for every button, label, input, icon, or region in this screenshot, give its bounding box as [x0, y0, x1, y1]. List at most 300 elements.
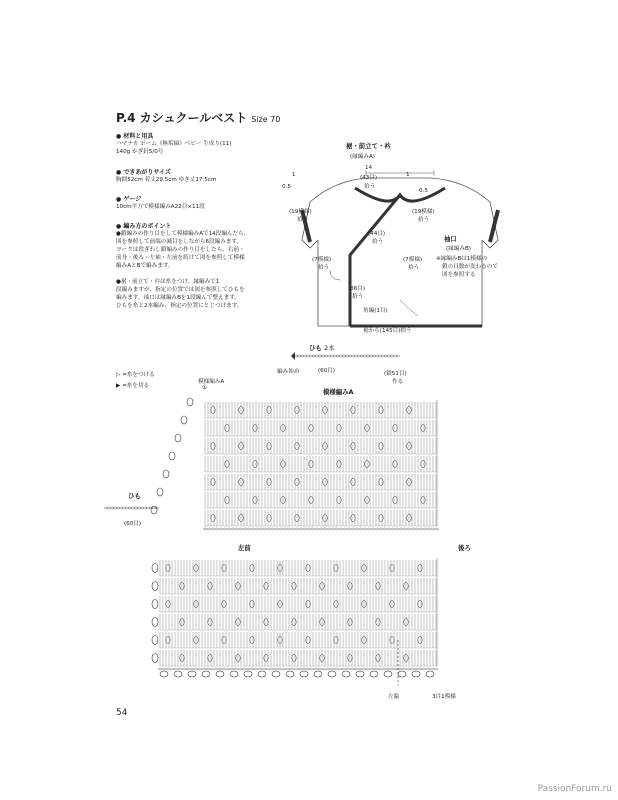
tie-start-label: 編み始め [277, 369, 300, 375]
chain-stitch [307, 528, 310, 530]
chain-stitch [310, 668, 313, 670]
chain-stitch [190, 668, 193, 670]
points-line: ヨークは段ぎわし鎖編みの作り目をしたら、右前・ [116, 247, 245, 253]
hem-pickup-label: 裾から(145目)拾う [363, 328, 412, 334]
chain-stitch [246, 668, 249, 670]
tie-chain-stitch [322, 355, 325, 357]
motif [292, 654, 296, 661]
edge-scallop [152, 582, 158, 591]
side-seam-label: 左脇 [388, 694, 400, 700]
motif [211, 514, 215, 521]
chain-stitch [434, 668, 437, 670]
tie-chain-count: (60目) [318, 368, 336, 374]
tie-chain-stitch [358, 355, 361, 357]
motif [351, 514, 355, 521]
pick-up-label: 拾う [364, 184, 376, 190]
motif [348, 618, 352, 625]
hem-scallop [216, 671, 224, 677]
tie-chain-stitch [129, 507, 132, 509]
chain-stitch [250, 668, 253, 670]
motif [250, 564, 254, 571]
motif [348, 582, 352, 589]
chain-stitch [431, 528, 434, 530]
tie-title: ひも 2本 [309, 344, 335, 352]
edge-scallop [157, 488, 163, 496]
motif [253, 424, 257, 431]
chain-stitch [270, 668, 273, 670]
motif [253, 496, 257, 503]
chain-stitch [343, 528, 346, 530]
chain-stitch [387, 528, 390, 530]
edge-scallop [175, 434, 181, 442]
motif [267, 514, 271, 521]
motif [253, 460, 257, 467]
motif [390, 636, 394, 643]
motif [376, 654, 380, 661]
motif [166, 636, 170, 643]
chain-stitch [259, 528, 262, 530]
dim-0-5-right: 0.5 [419, 188, 428, 194]
chain-stitch [334, 668, 337, 670]
cuff-title: 袖口 [444, 235, 457, 243]
motif [348, 654, 352, 661]
chain-stitch [242, 668, 245, 670]
chain-stitch [282, 668, 285, 670]
motif [267, 478, 271, 485]
tie-chain-stitch [379, 355, 382, 357]
tie-chain-stitch [114, 507, 117, 509]
motif [295, 478, 299, 485]
chain-stitch [358, 668, 361, 670]
chain-stitch [403, 528, 406, 530]
chain-stitch [430, 668, 433, 670]
chain-stitch [331, 528, 334, 530]
hem-scallop [328, 671, 336, 677]
edging-title: 裾・前立て・衿 [346, 142, 391, 150]
tie-left-count: (60目) [124, 521, 142, 527]
chain-stitch [279, 528, 282, 530]
pick-up-label: 拾う [372, 239, 384, 245]
motif [208, 654, 212, 661]
tie-chain-stitch [361, 355, 364, 357]
edge-scallop [169, 452, 175, 460]
motif [292, 582, 296, 589]
chain-stitch [255, 528, 258, 530]
chain-stitch [202, 668, 205, 670]
chain-stitch [234, 668, 237, 670]
gauge-heading: ● ゲージ [116, 196, 142, 203]
hem-scallop [258, 671, 266, 677]
chain-stitch [258, 668, 261, 670]
edge-scallop [152, 654, 158, 663]
edge-scallop [152, 618, 158, 627]
pattern-title: P.4 カシュクールベスト [116, 111, 248, 125]
motif [376, 582, 380, 589]
motif [292, 618, 296, 625]
motif [295, 442, 299, 449]
motif [211, 478, 215, 485]
motif [267, 406, 271, 413]
chain-stitch [435, 528, 438, 530]
chain-stitch [174, 668, 177, 670]
hem-scallop [426, 671, 434, 677]
motif [222, 564, 226, 571]
tie-chain-stitch [313, 355, 316, 357]
hem-scallop [384, 671, 392, 677]
chain-stitch [295, 528, 298, 530]
chain-stitch [235, 528, 238, 530]
chain-stitch [339, 528, 342, 530]
chain-stitch [407, 528, 410, 530]
chain-stitch [238, 668, 241, 670]
chain-stitch [311, 528, 314, 530]
motif [306, 564, 310, 571]
body-outline [318, 240, 482, 326]
points-line: ●裾・前立て・衿は糸をつけ、縁編みで1 [116, 279, 220, 285]
page-title [116, 109, 280, 126]
tie-chain-stitch [367, 355, 370, 357]
page-number: 54 [116, 708, 128, 718]
back-label: 後ろ [458, 544, 471, 552]
motif [337, 460, 341, 467]
hem-scallop [230, 671, 238, 677]
tie-chain-stitch [397, 355, 400, 357]
watermark: PassionForum.ru [537, 784, 612, 794]
tie-chain-stitch [307, 355, 310, 357]
chain-stitch [198, 668, 201, 670]
motif [379, 514, 383, 521]
chain-stitch [399, 528, 402, 530]
chain-stitch [299, 528, 302, 530]
motif [225, 424, 229, 431]
tie-chain-stitch [388, 355, 391, 357]
chain-stitch [382, 668, 385, 670]
chain-stitch [298, 668, 301, 670]
chain-stitch [211, 528, 214, 530]
chain-stitch [323, 528, 326, 530]
finished-size-heading: ● できあがりサイズ [116, 169, 171, 176]
chain-stitch [215, 528, 218, 530]
motif [421, 496, 425, 503]
chain-stitch [278, 668, 281, 670]
legend-cut: ▶ =糸を切る [116, 383, 150, 389]
tie-chain-stitch [346, 355, 349, 357]
tie-chain-stitch [144, 507, 147, 509]
points-line: 段編みますが、指定の位置では図を参照してひもを [116, 287, 245, 293]
tie-chain-stitch [337, 355, 340, 357]
chain-stitch [303, 528, 306, 530]
motif [334, 564, 338, 571]
tie-chain-stitch [373, 355, 376, 357]
chain-stitch [330, 668, 333, 670]
motif [250, 600, 254, 607]
chain-stitch [335, 528, 338, 530]
edge-scallop [152, 600, 158, 609]
right-cuff [490, 210, 498, 242]
rows-7-right: (7模様) [403, 257, 423, 263]
motif [393, 460, 397, 467]
chain-stitch [315, 528, 318, 530]
chain-stitch [378, 668, 381, 670]
chain-stitch [254, 668, 257, 670]
width-14: 14 [365, 165, 373, 171]
vest-schematic [280, 140, 520, 340]
chain-stitch [422, 668, 425, 670]
points-line: 前身・後ろ・左袖・左前を続けて図を参照して模様 [116, 255, 245, 261]
motif [421, 460, 425, 467]
motif [418, 600, 422, 607]
chain-stitch [386, 668, 389, 670]
pick-up-label: 拾う [352, 294, 364, 300]
tie-chain-stitch [340, 355, 343, 357]
tie-chain-stitch [352, 355, 355, 357]
size-label: Size 70 [251, 115, 281, 124]
chain-stitch [286, 668, 289, 670]
motif [180, 618, 184, 625]
dim-1-left: 1 [292, 172, 296, 178]
chain-stitch [314, 668, 317, 670]
motif [208, 618, 212, 625]
crochet-chart [100, 340, 440, 710]
materials-heading: ● 材料と用具 [116, 133, 154, 140]
chain-stitch [243, 528, 246, 530]
chart-lower-grid [152, 558, 438, 677]
chain-stitch [419, 528, 422, 530]
corner-label: 角編(1目) [363, 308, 388, 314]
rows-19-right: (19模様) [412, 209, 435, 215]
chain-stitch [306, 668, 309, 670]
chain-stitch [418, 668, 421, 670]
chain-stitch [322, 668, 325, 670]
hem-scallop [314, 671, 322, 677]
motif [180, 654, 184, 661]
motif [306, 600, 310, 607]
chain-stitch [383, 528, 386, 530]
chain-stitch [426, 668, 429, 670]
tie-chain-stitch [394, 355, 397, 357]
stitches-43: (43目) [360, 175, 378, 181]
chain-stitch [227, 528, 230, 530]
hem-scallop [398, 671, 406, 677]
motif [166, 564, 170, 571]
points-heading: ● 編み方のポイント [116, 223, 172, 230]
hem-scallop [300, 671, 308, 677]
chain-stitch [379, 528, 382, 530]
motif [390, 564, 394, 571]
motif [337, 496, 341, 503]
motif [295, 406, 299, 413]
tie-chain-stitch [147, 507, 150, 509]
tie-chain-stitch [135, 507, 138, 509]
chain-stitch [414, 668, 417, 670]
chain-stitch [287, 528, 290, 530]
motif [211, 406, 215, 413]
tie-chain-stitch [325, 355, 328, 357]
tie-chain-stitch [319, 355, 322, 357]
tie-chain-stitch [334, 355, 337, 357]
motif [264, 618, 268, 625]
tie-chain-stitch [301, 355, 304, 357]
edge-scallop [152, 636, 158, 645]
chain-stitch [194, 668, 197, 670]
hem-scallop [244, 671, 252, 677]
chain-stitch [182, 668, 185, 670]
hem-scallop [286, 671, 294, 677]
chain-stitch [427, 528, 430, 530]
chain-stitch [223, 528, 226, 530]
tie-chain-stitch [376, 355, 379, 357]
tie-chain-stitch [111, 507, 114, 509]
motif [267, 442, 271, 449]
tie-chain-stitch [108, 507, 111, 509]
motif [393, 496, 397, 503]
motif [334, 600, 338, 607]
cuff-subtitle: (縁編みB) [446, 246, 471, 252]
motif [306, 636, 310, 643]
motif [379, 478, 383, 485]
tie-chain-stitch [316, 355, 319, 357]
chain-stitch [338, 668, 341, 670]
motif [351, 442, 355, 449]
hem-scallop [370, 671, 378, 677]
chain-stitch [362, 668, 365, 670]
chain-stitch [355, 528, 358, 530]
left-front-label: 左前 [238, 544, 251, 552]
points-line: ●鎖編みの作り目をして模様編みAで14段編んだら、 [116, 231, 250, 237]
points-line: ひもを糸と2本編み、指定の位置にとじつけます。 [116, 303, 243, 309]
tie-chain-stitch [370, 355, 373, 357]
chain-stitch [390, 668, 393, 670]
tie-chain-stitch [364, 355, 367, 357]
points-line: 編みます。袖口は縁編みBを1段編んで整えます。 [116, 295, 240, 301]
hem-scallop [188, 671, 196, 677]
motif [208, 582, 212, 589]
tie-chain-stitch [132, 507, 135, 509]
chain-stitch [166, 668, 169, 670]
motif [309, 496, 313, 503]
tie-chain-stitch [310, 355, 313, 357]
chain-stitch [359, 528, 362, 530]
motif [166, 600, 170, 607]
edging-subtitle: (縁編みA) [350, 154, 375, 160]
tie-chain-stitch [385, 355, 388, 357]
tie-chain-stitch [126, 507, 129, 509]
dim-1-right: 1 [406, 172, 410, 178]
chain-stitch [274, 668, 277, 670]
points-line: 図を参照して前端の減目をしながら6段編みます。 [116, 239, 243, 245]
tie-chain-stitch [343, 355, 346, 357]
chain-stitch [394, 668, 397, 670]
chain-stitch [406, 668, 409, 670]
chain-stitch [247, 528, 250, 530]
chain-stitch [263, 528, 266, 530]
chain-stitch [203, 528, 206, 530]
motif [334, 636, 338, 643]
chain-stitch [231, 528, 234, 530]
motif [351, 406, 355, 413]
motif [379, 442, 383, 449]
materials-line: 140g かぎ針5/0号 [116, 149, 164, 155]
motif [418, 564, 422, 571]
tie-left-label: ひも [128, 492, 141, 500]
tie-start-arrow [291, 352, 295, 360]
hem-scallop [174, 671, 182, 677]
chain-51-label: (鎖51目) [384, 371, 407, 377]
cuff-note: 鎖の目数が変わるので [442, 264, 498, 270]
motif [376, 618, 380, 625]
pick-up-label: 拾う [297, 217, 309, 223]
chain-stitch [262, 668, 265, 670]
shoulder-line [310, 178, 490, 202]
motif [225, 460, 229, 467]
tie-chain-stitch [117, 507, 120, 509]
chain-stitch [375, 528, 378, 530]
motif [211, 442, 215, 449]
motif [418, 636, 422, 643]
chain-stitch [218, 668, 221, 670]
rows-19-left: (19模様) [289, 209, 312, 215]
chain-stitch [302, 668, 305, 670]
chain-stitch [222, 668, 225, 670]
motif [295, 514, 299, 521]
chain-stitch [207, 528, 210, 530]
motif [337, 424, 341, 431]
motif [264, 582, 268, 589]
edge-scallop [181, 416, 187, 424]
chain-stitch [170, 668, 173, 670]
rows-7-left: (7模様) [312, 257, 332, 263]
motif [222, 636, 226, 643]
chain-stitch [162, 668, 165, 670]
chain-stitch [347, 528, 350, 530]
tie-chain-stitch [120, 507, 123, 509]
pattern-a-left-label: 模様編みA [198, 379, 225, 385]
tie-chain-stitch [123, 507, 126, 509]
tie-chain-stitch [349, 355, 352, 357]
edge-scallop [152, 564, 158, 573]
chain-stitch [423, 528, 426, 530]
tie-chain-stitch [328, 355, 331, 357]
tie-chain-stitch [138, 507, 141, 509]
dim-0-5-left: 0.5 [282, 184, 291, 190]
chain-stitch [391, 528, 394, 530]
hem-scallop [342, 671, 350, 677]
hem-scallop [202, 671, 210, 677]
chain-stitch [366, 668, 369, 670]
chain-stitch [210, 668, 213, 670]
motif [421, 424, 425, 431]
chain-stitch [374, 668, 377, 670]
motif [309, 460, 313, 467]
cuff-note: ※縁編みBは1模様の [436, 256, 488, 262]
chain-stitch [290, 668, 293, 670]
tie-chain-stitch [331, 355, 334, 357]
chain-stitch [342, 668, 345, 670]
cuff-note: 図を参照する [442, 272, 476, 278]
points-line: 編みAとBで編みます。 [116, 263, 174, 269]
chain-stitch [283, 528, 286, 530]
chain-stitch [214, 668, 217, 670]
motif [351, 478, 355, 485]
motif [222, 600, 226, 607]
tie-chain-stitch [153, 507, 156, 509]
rows-36: (36目) [348, 286, 366, 292]
repeat-label: 3目1模様 [432, 694, 456, 700]
pick-up-label: 拾う [318, 265, 330, 271]
row-marker: ① [202, 385, 208, 391]
chain-stitch [271, 528, 274, 530]
chart-upper-grid [151, 398, 439, 530]
